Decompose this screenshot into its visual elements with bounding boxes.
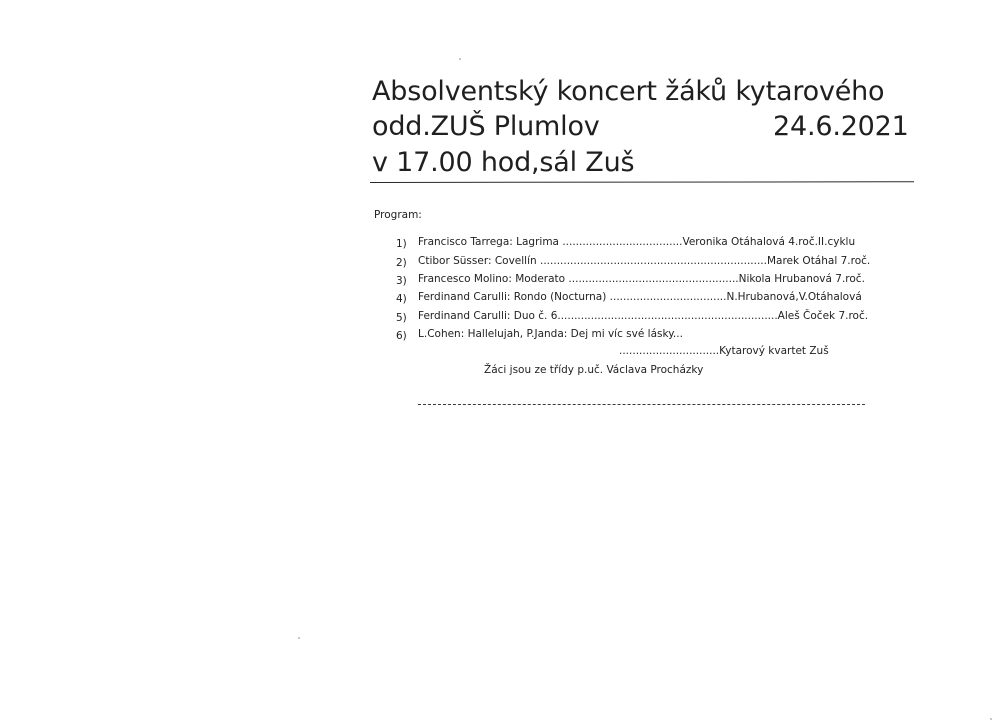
- program-item-number: 2): [396, 257, 407, 269]
- program-item: Ferdinand Carulli: Rondo (Nocturna) ...................................N.Hrubanová,V.Otáhalová: [418, 291, 862, 303]
- scan-speck: [990, 718, 992, 720]
- scan-speck: [298, 637, 300, 639]
- title-underline: [370, 181, 914, 183]
- program-label: Program:: [374, 209, 422, 221]
- program-item-number: 5): [396, 312, 407, 324]
- program-item-number: 4): [396, 293, 407, 305]
- program-item: Francesco Molino: Moderato ...................................................Nikola Hrubanová 7.roč.: [418, 273, 865, 285]
- program-item-number: 6): [396, 330, 407, 342]
- program-item: Francisco Tarrega: Lagrima ....................................Veronika Otáhalová 4.roč.II.cyklu: [418, 236, 856, 248]
- program-item: Ctibor Süsser: Covellín ....................................................................Marek Otáhal 7.roč.: [418, 255, 871, 267]
- concert-time-venue: v 17.00 hod,sál Zuš: [372, 147, 635, 178]
- concert-date: 24.6.2021: [773, 111, 909, 142]
- concert-title-line-2: odd.ZUŠ Plumlov: [372, 111, 600, 142]
- program-item-number: 3): [396, 275, 407, 287]
- bottom-dotted-rule: [418, 404, 865, 405]
- program-item: Ferdinand Carulli: Duo č. 6..................................................................Aleš Čoček 7.roč.: [418, 310, 869, 322]
- concert-title-line-1: Absolventský koncert žáků kytarového: [372, 76, 885, 107]
- teacher-note: Žáci jsou ze třídy p.uč. Václava Procházky: [484, 364, 704, 376]
- scan-speck: [459, 58, 461, 60]
- program-item-performer: ..............................Kytarový kvartet Zuš: [619, 345, 829, 357]
- program-item: L.Cohen: Hallelujah, P.Janda: Dej mi víc své lásky...: [418, 328, 683, 340]
- program-item-number: 1): [396, 238, 407, 250]
